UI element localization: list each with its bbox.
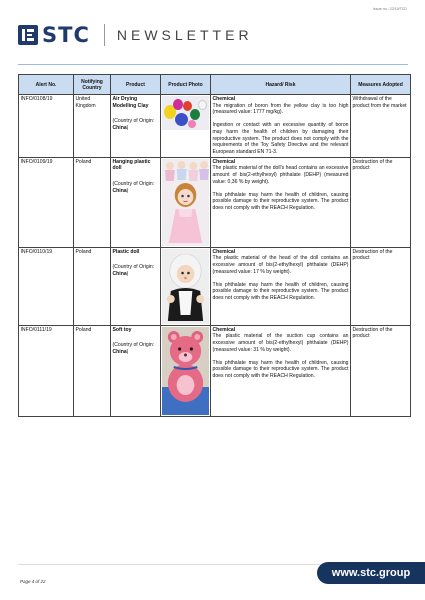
hazard-text: The plastic material of the head of the doll contains an excessive amount of bis(2-ethylhexyl) phthalate (DEHP) (measured value: 17 % by weight). — [212, 255, 349, 275]
product-cell — [111, 325, 161, 416]
table-row — [19, 95, 411, 158]
product-cell — [111, 247, 161, 325]
product-name: Soft toy — [112, 326, 132, 333]
product-photo — [161, 95, 211, 158]
country-of-origin: (Country of Origin: China) — [112, 181, 155, 194]
hazard-text: The migration of boron from the yellow clay is too high (measured value: 1777 mg/kg). — [212, 102, 349, 116]
measures-adopted: Destruction of the product — [351, 247, 411, 325]
product-photo — [161, 325, 211, 416]
header-rule — [18, 64, 408, 65]
hazard-type: Chemical — [212, 326, 236, 333]
table-row — [19, 157, 411, 247]
issue-number: Issue no.: 22/19/TCD — [373, 7, 407, 11]
product-photo — [161, 247, 211, 325]
country-of-origin: (Country of Origin: China) — [112, 264, 155, 278]
hazard-text: The plastic material of the suction cup contains an excessive amount of bis(2-ethylhexyl) phthalate (DEHP) (measured value: 31 % by weight). — [212, 333, 349, 353]
notifying-country: United Kingdom — [74, 95, 111, 158]
product-photo — [161, 157, 211, 247]
product-name: Plastic doll — [112, 248, 140, 255]
hazard-cell — [211, 325, 351, 416]
col-header-hazard: Hazard/ Risk — [211, 75, 351, 95]
measures-adopted: Destruction of the product — [351, 157, 411, 247]
alert-number: INFO/0108/19 — [19, 95, 74, 158]
page-number: Page 4 of 22 — [20, 579, 46, 584]
product-cell — [111, 95, 161, 158]
header-divider — [104, 24, 105, 46]
hazard-type: Chemical — [212, 158, 236, 165]
stc-logo-icon — [18, 25, 38, 45]
product-name: Air Drying Modelling Clay — [112, 96, 149, 109]
hazard-text: This phthalate may harm the health of children, causing possible damage to their reproductive system. The product does not comply with the REACH Regulation. — [212, 281, 349, 302]
country-of-origin: (Country of Origin: China) — [112, 342, 155, 356]
col-header-photo: Product Photo — [161, 75, 211, 95]
hazard-type: Chemical — [212, 96, 236, 102]
alert-number: INFO/0109/19 — [19, 157, 74, 247]
notifying-country: Poland — [74, 247, 111, 325]
stc-logo-text: STC — [42, 23, 90, 47]
modelling-clay-photo — [162, 96, 209, 130]
hazard-text: The plastic material of the doll's head contains an excessive amount of bis(2-ethylhexyl) phthalate (DEHP) (measured value: 0,36 % by weight). — [212, 165, 349, 185]
plastic-doll-photo — [162, 249, 209, 324]
hazard-cell — [211, 247, 351, 325]
alerts-table — [18, 74, 411, 417]
hazard-cell — [211, 95, 351, 158]
col-header-country: Notifying Country — [74, 75, 111, 95]
table-row — [19, 247, 411, 325]
newsletter-title: NEWSLETTER — [116, 27, 253, 43]
hanging-doll-photo — [162, 159, 209, 246]
alert-number: INFO/0111/19 — [19, 325, 74, 416]
hazard-text: This phthalate may harm the health of children, causing possible damage to their reproductive system. The product does not comply with the REACH Regulation. — [212, 359, 349, 380]
alert-number: INFO/0110/19 — [19, 247, 74, 325]
product-name: Hanging plastic doll — [112, 158, 151, 172]
col-header-product: Product — [111, 75, 161, 95]
table-header-row — [19, 75, 411, 95]
hazard-text: Ingestion or contact with an excessive quantity of boron may harm the health of children by damaging their reproductive system. The product does not comply with the requirements of the Toy Safety Directive and the relevant European standard EN 71-3. — [212, 122, 349, 156]
country-of-origin: (Country of Origin: China) — [112, 118, 155, 132]
table-row — [19, 325, 411, 416]
col-header-measures: Measures Adopted — [351, 75, 411, 95]
hazard-cell — [211, 157, 351, 247]
measures-adopted: Withdrawal of the product from the market — [351, 95, 411, 158]
product-cell — [111, 157, 161, 247]
soft-toy-photo — [162, 327, 209, 415]
notifying-country: Poland — [74, 325, 111, 416]
newsletter-header — [18, 24, 253, 46]
measures-adopted: Destruction of the product — [351, 325, 411, 416]
col-header-alert-no: Alert No. — [19, 75, 74, 95]
website-link[interactable]: www.stc.group — [317, 562, 425, 584]
hazard-type: Chemical — [212, 248, 236, 255]
hazard-text: This phthalate may harm the health of children, causing possible damage to their reproductive system. The product does not comply with the REACH Regulation. — [212, 191, 349, 212]
notifying-country: Poland — [74, 157, 111, 247]
